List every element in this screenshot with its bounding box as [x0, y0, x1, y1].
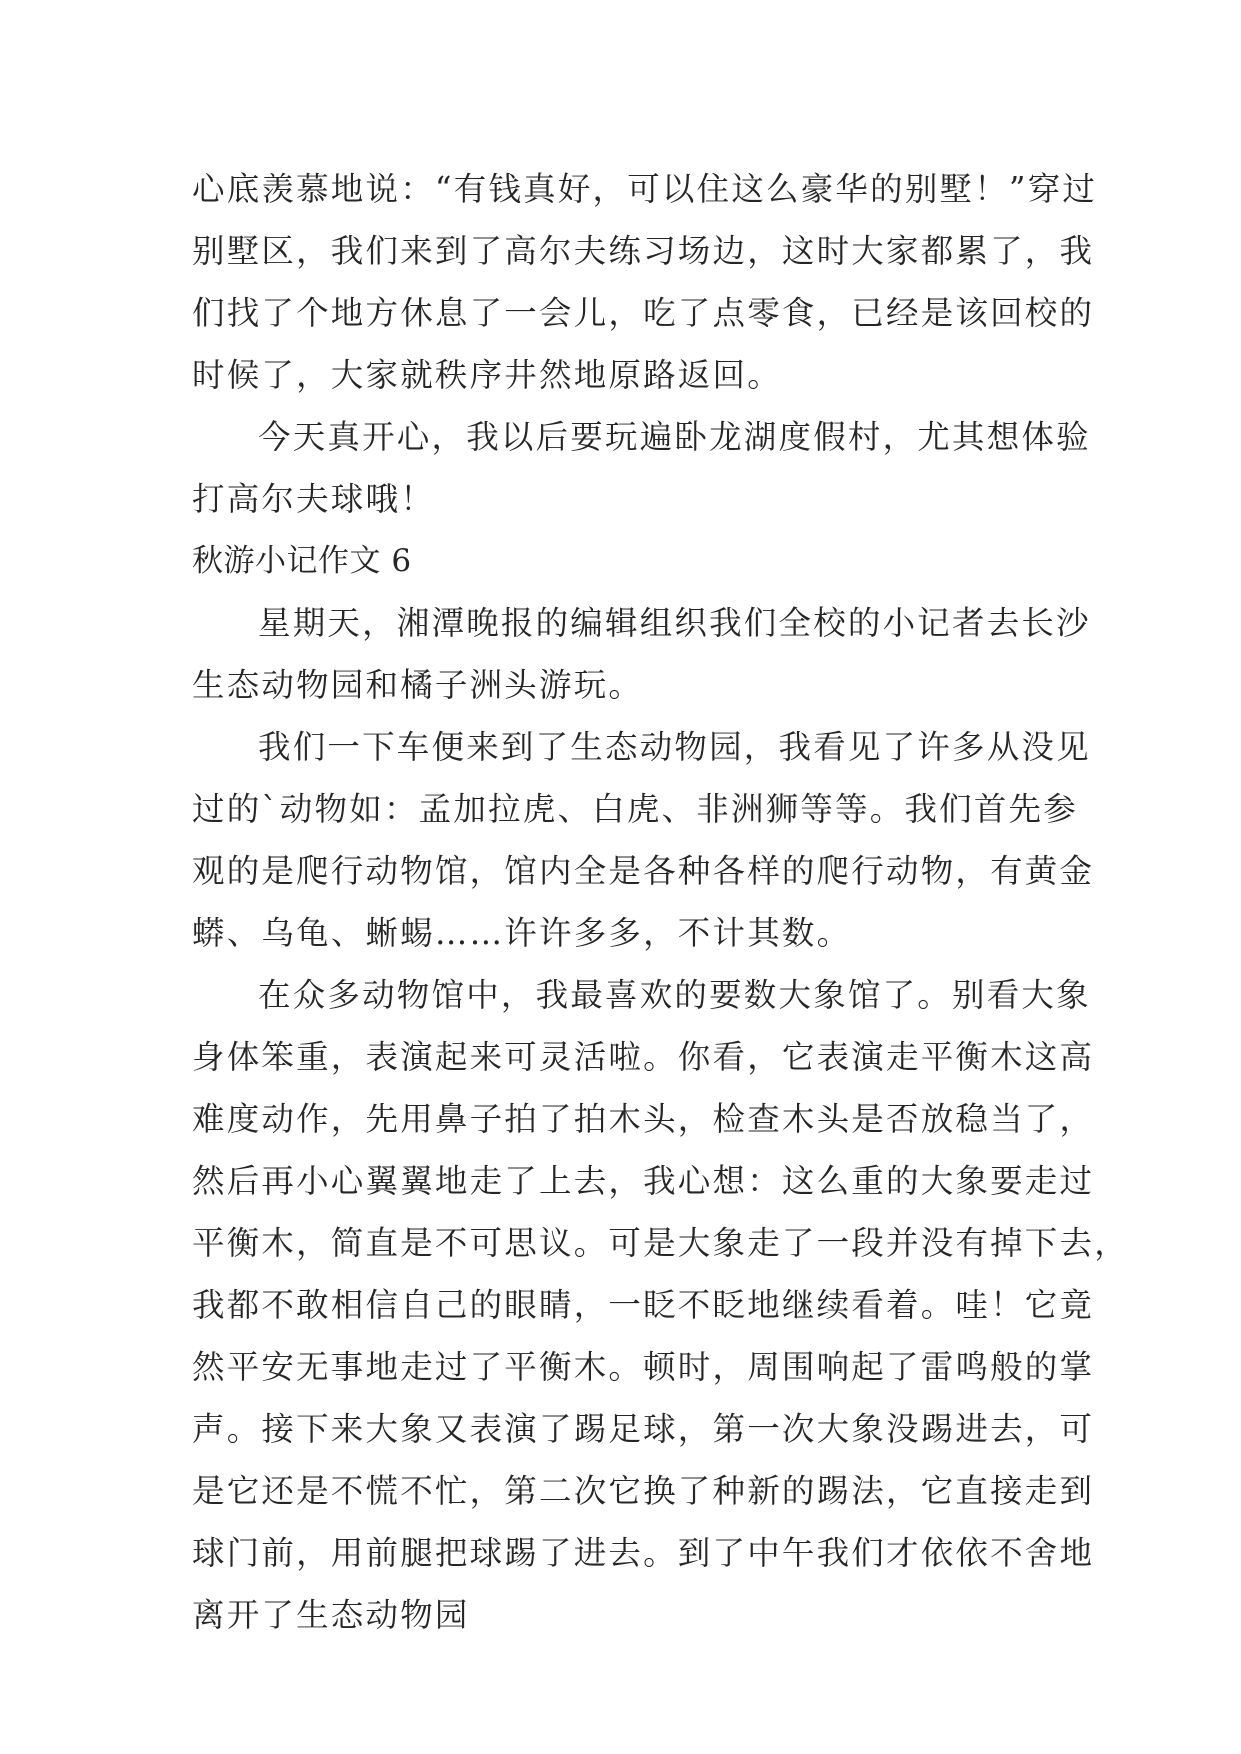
text-line: 然平安无事地走过了平衡木。顿时，周围响起了雷鸣般的掌 [192, 1348, 1095, 1386]
paragraph-start-line: 在众多动物馆中，我最喜欢的要数大象馆了。别看大象 [258, 976, 1091, 1014]
text-line: 时候了，大家就秩序井然地原路返回。 [192, 356, 782, 394]
section-heading: 秋游小记作文 6 [192, 543, 412, 579]
paragraph-start-line: 星期天，湘潭晚报的编辑组织我们全校的小记者去长沙 [258, 604, 1091, 642]
text-line: 观的是爬行动物馆，馆内全是各种各样的爬行动物，有黄金 [192, 852, 1095, 890]
text-line: 心底羡慕地说：“有钱真好，可以住这么豪华的别墅！”穿过 [192, 170, 1098, 208]
text-line: 身体笨重，表演起来可灵活啦。你看，它表演走平衡木这高 [192, 1038, 1095, 1076]
text-line: 是它还是不慌不忙，第二次它换了种新的踢法，它直接走到 [192, 1472, 1095, 1510]
document-body [192, 158, 1129, 1646]
paragraph-start-line: 今天真开心，我以后要玩遍卧龙湖度假村，尤其想体验 [258, 418, 1091, 456]
text-line: 蟒、乌龟、蜥蜴……许许多多，不计其数。 [192, 914, 852, 952]
text-line: 我都不敢相信自己的眼睛，一眨不眨地继续看着。哇！它竟 [192, 1286, 1095, 1324]
text-line: 离开了生态动物园 [192, 1596, 470, 1634]
text-line: 别墅区，我们来到了高尔夫练习场边，这时大家都累了，我 [192, 232, 1095, 270]
text-line: 们找了个地方休息了一会儿，吃了点零食，已经是该回校的 [192, 294, 1095, 332]
text-line: 打高尔夫球哦！ [192, 480, 435, 518]
text-line: 平衡木，简直是不可思议。可是大象走了一段并没有掉下去， [192, 1224, 1129, 1262]
text-line: 球门前，用前腿把球踢了进去。到了中午我们才依依不舍地 [192, 1534, 1095, 1572]
text-line: 声。接下来大象又表演了踢足球，第一次大象没踢进去，可 [192, 1410, 1095, 1448]
text-line: 难度动作，先用鼻子拍了拍木头，检查木头是否放稳当了， [192, 1100, 1095, 1138]
text-line: 生态动物园和橘子洲头游玩。 [192, 666, 644, 704]
paragraph-start-line: 我们一下车便来到了生态动物园，我看见了许多从没见 [258, 728, 1091, 766]
text-line: 过的`动物如：孟加拉虎、白虎、非洲狮等等。我们首先参 [192, 790, 1078, 828]
text-line: 然后再小心翼翼地走了上去，我心想：这么重的大象要走过 [192, 1162, 1095, 1200]
